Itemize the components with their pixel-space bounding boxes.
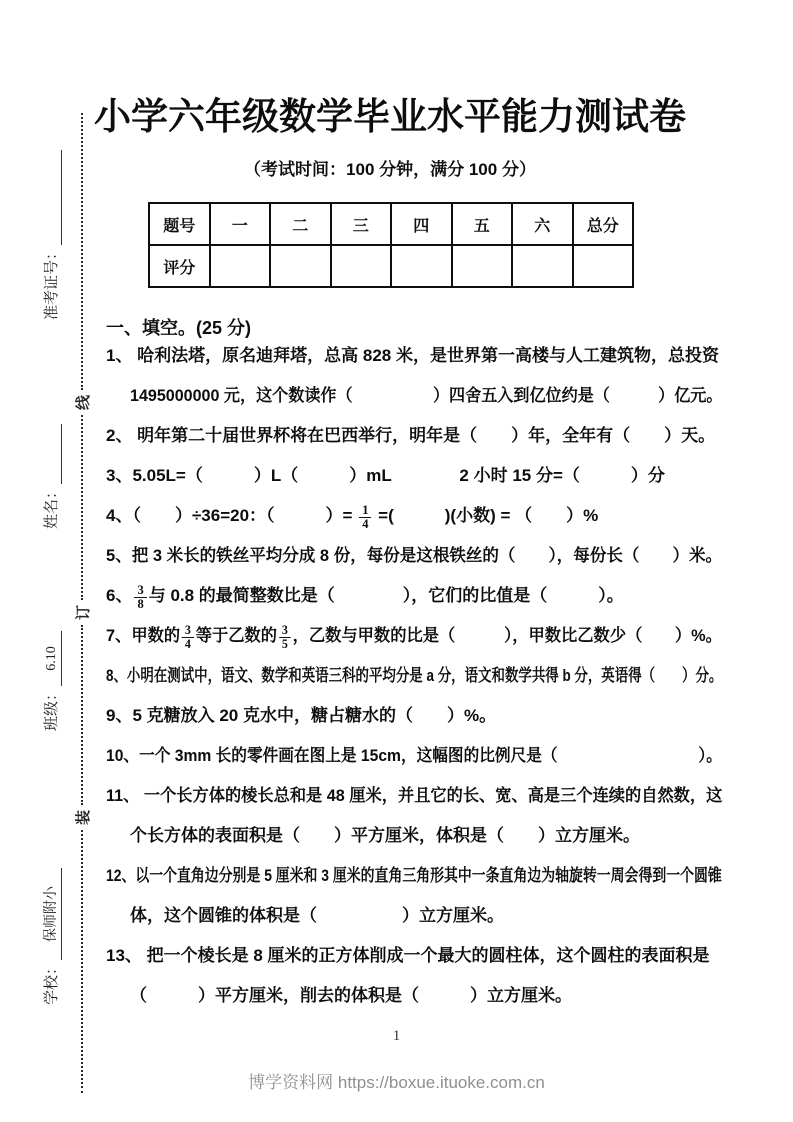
question [106,416,722,456]
question [106,696,722,736]
score-cell [512,245,573,287]
question-line: 7、甲数的 $\frac{3}{4}$ 等于乙数的 $\frac{3}{5}$ ，乙数与甲数的比是（ ），甲数比乙数少（ ）%。 [106,622,722,651]
score-table-header-cell: 一 [210,203,271,245]
binding-char-xian: 线 [74,394,92,410]
questions-list [106,336,722,1016]
question-line: 8、小明在测试中，语文、数学和英语三科的平均分是 a 分，语文和数学共得 b 分，英语得（ ）分。 [106,666,723,685]
class-value-blank: 6.10 [42,631,62,686]
question-line: 4、（ ）÷36=20：（ ）= $\frac{1}{4}$ =( )(小数) = （ ）% [106,502,599,531]
question-line: 10、一个 3mm 长的零件画在图上是 15cm，这幅图的比例尺是（ ）。 [106,746,722,765]
fraction: $\frac{3}{4}$ [182,624,194,652]
score-table-header-cell: 六 [512,203,573,245]
class-label: 班级： [43,685,60,731]
score-table-header-cell: 题号 [149,203,210,245]
question-line: 3、5.05L=（ ）L（ ）mL 2 小时 15 分=（ ）分 [106,466,665,485]
question-line: 体，这个圆锥的体积是（ ）立方厘米。 [130,906,504,925]
question-line: 11、 一个长方体的棱长总和是 48 厘米，并且它的长、宽、高是三个连续的自然数，这 [106,786,723,805]
question [106,656,722,696]
binding-line [72,113,92,1093]
fraction: $\frac{3}{5}$ [279,624,291,652]
exam-info-subtitle: （考试时间：100 分钟，满分 100 分） [244,160,536,179]
binding-dots [81,830,83,1093]
question [106,496,722,536]
name-label: 姓名： [43,483,60,529]
question-line: 9、5 克糖放入 20 克水中，糖占糖水的（ ）%。 [106,706,497,725]
question-line: 1495000000 元，这个数读作（ ）四舍五入到亿位约是（ ）亿元。 [130,386,723,405]
page-number: 1 [392,1028,401,1044]
binding-dots [81,113,83,390]
exam-number-label: 准考证号： [43,244,60,320]
fraction: $\frac{1}{4}$ [359,504,371,532]
question [106,336,722,416]
question [106,856,722,936]
binding-dots [81,415,83,600]
score-cell [331,245,392,287]
score-table [148,202,634,288]
question-line: 1、 哈利法塔，原名迪拜塔，总高 828 米，是世界第一高楼与人工建筑物，总投资 [106,346,719,365]
score-table-score-row [149,245,633,287]
header [88,93,692,180]
question-line: （ ）平方厘米，削去的体积是（ ）立方厘米。 [130,986,572,1005]
question-line: 2、 明年第二十届世界杯将在巴西举行，明年是（ ）年，全年有（ ）天。 [106,426,716,445]
score-cell [270,245,331,287]
paper-title: 小学六年级数学毕业水平能力测试卷 [94,97,686,138]
fraction: $\frac{3}{8}$ [134,584,146,612]
binding-char-ding: 订 [74,604,92,620]
school-value-blank: 保师附小 [42,868,62,960]
score-table-header-cell: 总分 [573,203,634,245]
question-line: 6、 $\frac{3}{8}$ 与 0.8 的最简整数比是（ ），它们的比值是（ ）。 [106,582,624,611]
score-cell [452,245,513,287]
score-cell [573,245,634,287]
question [106,936,722,1016]
question [106,776,722,856]
binding-char-zhuang: 装 [74,809,92,825]
question-line: 12、以一个直角边分别是 5 厘米和 3 厘米的直角三角形其中一条直角边为轴旋转一周会得到一个圆锥 [106,866,722,885]
score-table-header-cell: 三 [331,203,392,245]
score-row-label: 评分 [149,245,210,287]
score-cell [391,245,452,287]
score-table-header-cell: 五 [452,203,513,245]
question [106,576,722,616]
question-line: 13、 把一个棱长是 8 厘米的正方体削成一个最大的圆柱体，这个圆柱的表面积是 [106,946,710,965]
site-credit: 博学资料网 https://boxue.ituoke.com.cn [248,1073,545,1092]
question [106,536,722,576]
binding-dots [81,625,83,805]
school-label: 学校： [43,959,60,1005]
score-table-header-cell: 四 [391,203,452,245]
exam-number-value-blank [42,150,62,245]
question-line: 5、把 3 米长的铁丝平均分成 8 份，每份是这根铁丝的（ ），每份长（ ）米。 [106,546,723,565]
name-value-blank [42,424,62,484]
question [106,736,722,776]
score-table-header-row [149,203,633,245]
student-info-line [28,130,62,1005]
question [106,456,722,496]
question [106,616,722,656]
score-cell [210,245,271,287]
score-table-header-cell: 二 [270,203,331,245]
question-line: 个长方体的表面积是（ ）平方厘米，体积是（ ）立方厘米。 [130,826,640,845]
section-heading: 一、填空。(25 分) [106,318,252,338]
